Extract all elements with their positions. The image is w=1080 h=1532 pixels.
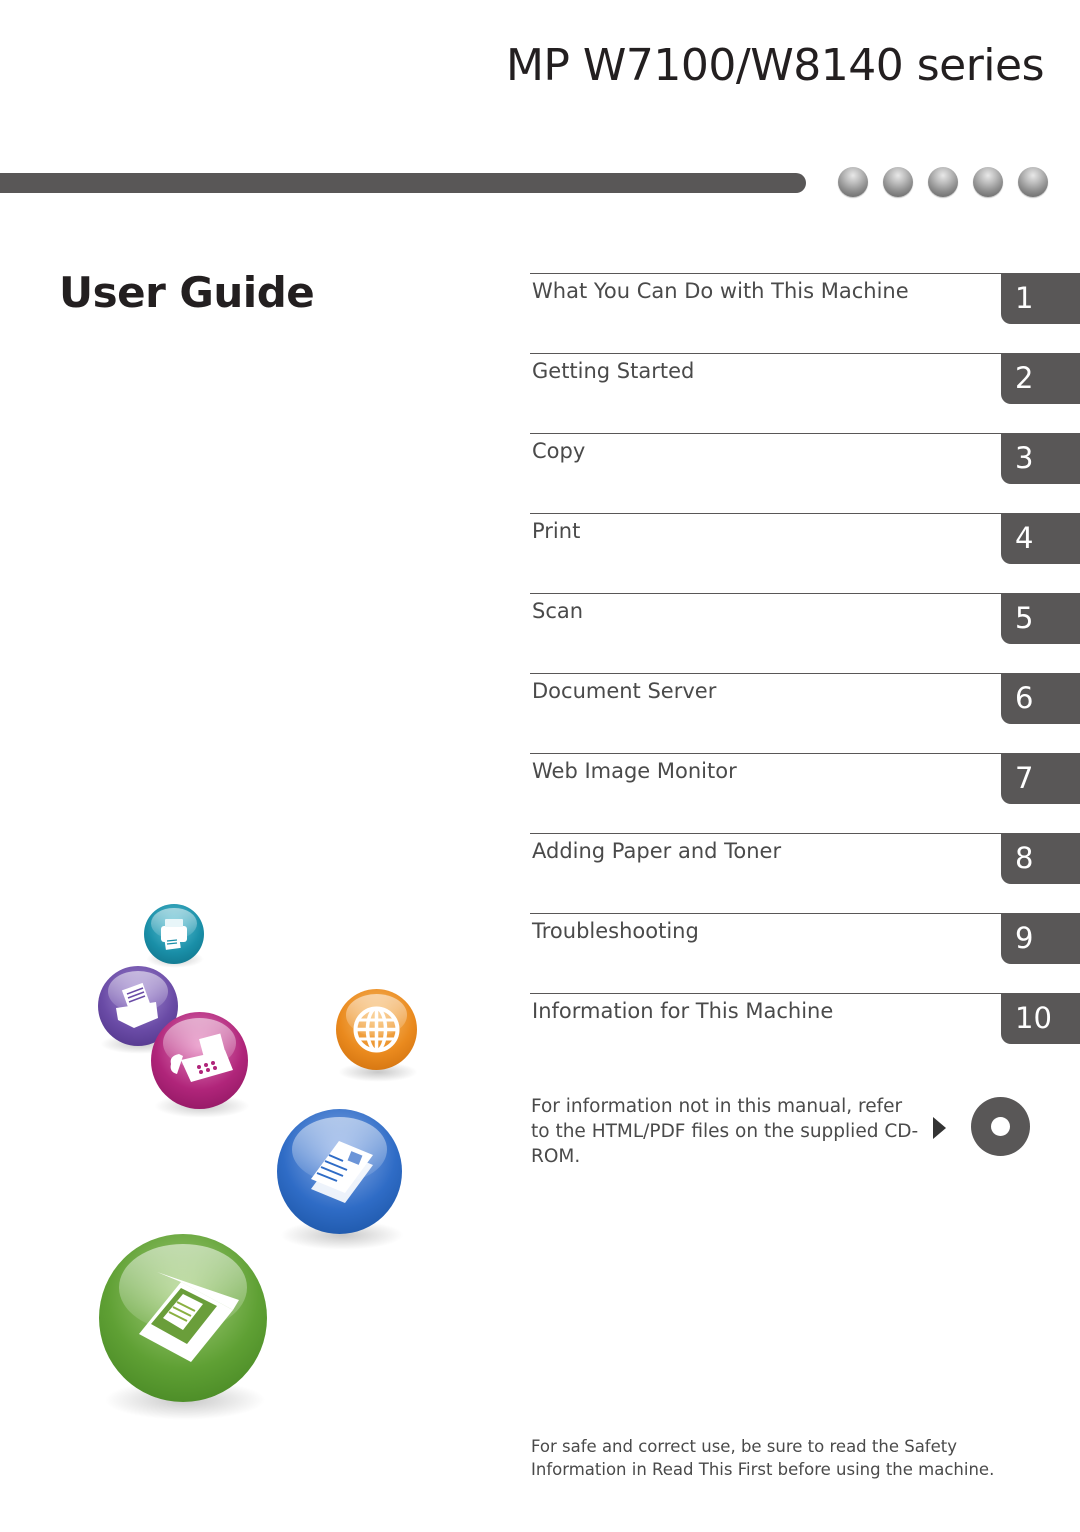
arrow-right-icon — [933, 1117, 946, 1139]
sphere-dot-icon — [973, 167, 1003, 197]
divider — [530, 353, 1002, 354]
toc-chapter-5[interactable] — [530, 593, 1080, 673]
sphere-dot-icon — [1018, 167, 1048, 197]
web-globe-icon — [336, 989, 417, 1070]
chapter-label[interactable]: Web Image Monitor — [532, 759, 737, 783]
header-dots — [838, 167, 1048, 197]
series-title: MP W7100/W8140 series — [505, 40, 1044, 91]
chapter-tab[interactable]: 5 — [1001, 593, 1080, 644]
divider — [530, 593, 1002, 594]
copy-icon — [277, 1109, 402, 1234]
chapter-label[interactable]: Document Server — [532, 679, 717, 703]
toc-chapter-6[interactable] — [530, 673, 1080, 753]
header-bar — [0, 173, 806, 193]
chapter-label[interactable]: Print — [532, 519, 581, 543]
toc-chapter-10[interactable] — [530, 993, 1080, 1073]
toc-chapter-8[interactable] — [530, 833, 1080, 913]
sphere-dot-icon — [928, 167, 958, 197]
divider — [530, 433, 1002, 434]
cd-rom-note: For information not in this manual, refer to the HTML/PDF files on the supplied CD-ROM. — [531, 1096, 919, 1167]
chapter-label[interactable]: Scan — [532, 599, 584, 623]
sphere-dot-icon — [883, 167, 913, 197]
chapter-label[interactable]: Getting Started — [532, 359, 695, 383]
chapter-label[interactable]: Copy — [532, 439, 586, 463]
guide-title: User Guide — [59, 268, 315, 317]
chapter-tab[interactable]: 8 — [1001, 833, 1080, 884]
chapter-tab[interactable]: 4 — [1001, 513, 1080, 564]
chapter-label[interactable]: Troubleshooting — [532, 919, 699, 943]
chapter-label[interactable]: What You Can Do with This Machine — [532, 279, 909, 303]
toc-chapter-3[interactable] — [530, 433, 1080, 513]
divider — [530, 273, 1002, 274]
divider — [530, 753, 1002, 754]
chapter-tab[interactable]: 2 — [1001, 353, 1080, 404]
cd-rom-icon — [971, 1097, 1030, 1156]
toc-chapter-1[interactable] — [530, 273, 1080, 353]
chapter-tab[interactable]: 10 — [1001, 993, 1080, 1044]
toc-chapter-4[interactable] — [530, 513, 1080, 593]
safety-note: For safe and correct use, be sure to read the Safety Information in Read This First before using the machine. — [531, 1437, 995, 1479]
chapter-tab[interactable]: 6 — [1001, 673, 1080, 724]
chapter-tab[interactable]: 1 — [1001, 273, 1080, 324]
chapter-tab[interactable]: 7 — [1001, 753, 1080, 804]
toc-chapter-9[interactable] — [530, 913, 1080, 993]
divider — [530, 913, 1002, 914]
chapter-tab[interactable]: 9 — [1001, 913, 1080, 964]
divider — [530, 993, 1002, 994]
toc-chapter-2[interactable] — [530, 353, 1080, 433]
chapter-label[interactable]: Information for This Machine — [532, 999, 834, 1023]
divider — [530, 833, 1002, 834]
sphere-dot-icon — [838, 167, 868, 197]
scanner-icon — [99, 1234, 267, 1402]
printer-icon — [144, 904, 204, 964]
table-of-contents — [530, 273, 1080, 1073]
divider — [530, 673, 1002, 674]
chapter-tab[interactable]: 3 — [1001, 433, 1080, 484]
fax-icon — [151, 1012, 248, 1109]
toc-chapter-7[interactable] — [530, 753, 1080, 833]
chapter-label[interactable]: Adding Paper and Toner — [532, 839, 782, 863]
divider — [530, 513, 1002, 514]
